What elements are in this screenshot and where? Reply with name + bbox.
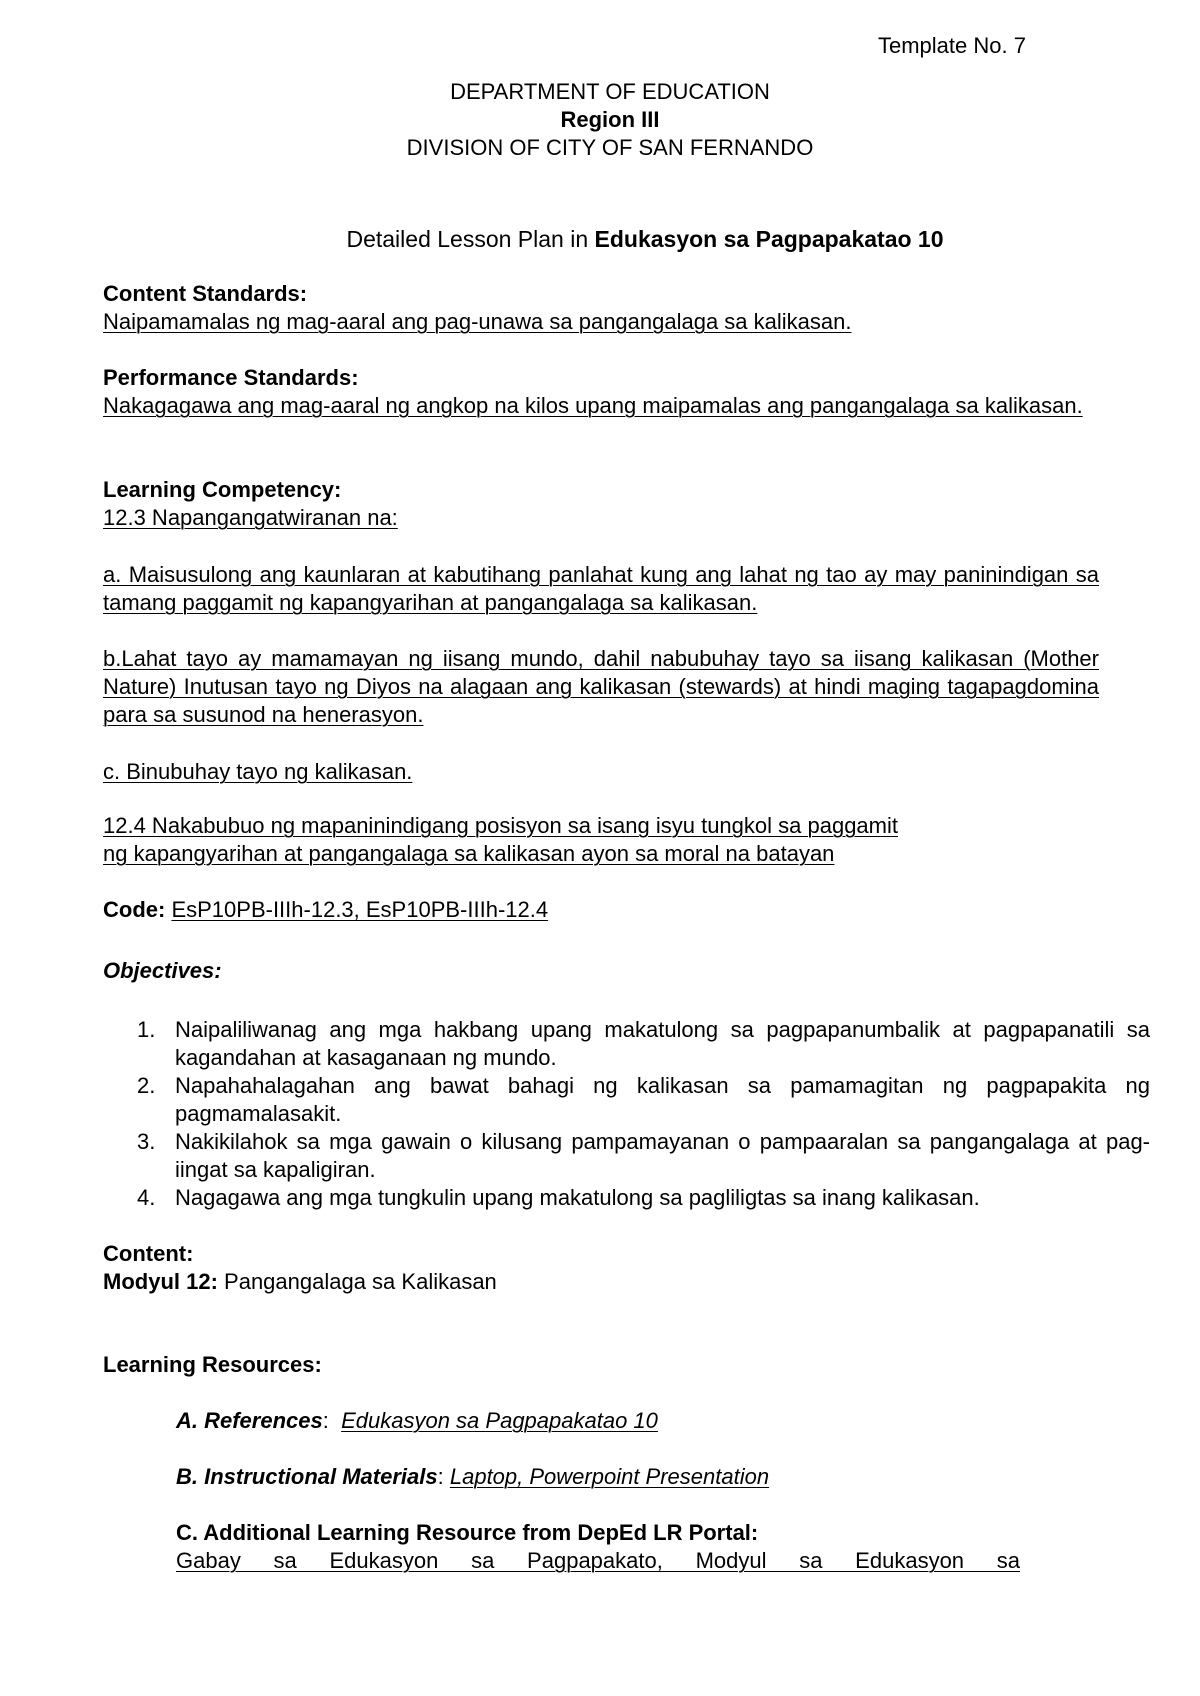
additional-label: C. Additional Learning Resource from DepEd LR Portal: — [176, 1520, 759, 1545]
performance-standards-label: Performance Standards: — [103, 365, 359, 390]
code-line — [103, 896, 1099, 924]
objective-item: 1. Naipaliliwanag ang mga hakbang upang makatulong sa pagpapanumbalik at pagpapanatili sa kagandahan at kasaganaan ng mundo. — [137, 1017, 1150, 1070]
objectives-list — [103, 1016, 1150, 1212]
module-label: Modyul 12: — [103, 1269, 218, 1294]
objectives-label: Objectives: — [103, 958, 222, 983]
competency-intro: 12.3 Napangangatwiranan na: — [103, 505, 398, 530]
objective-item: 3. Nakikilahok sa mga gawain o kilusang pampamayanan o pampaaralan sa pangangalaga at pag-iingat sa kapaligiran. — [137, 1129, 1150, 1182]
competency-item-c-text: c. Binubuhay tayo ng kalikasan. — [103, 759, 413, 784]
performance-standards-text: Nakagagawa ang mag-aaral ng angkop na kilos upang maipamalas ang pangangalaga sa kalikasan. — [103, 393, 1083, 418]
learning-competency-section — [103, 476, 1099, 532]
content-standards-text: Naipamamalas ng mag-aaral ang pag-unawa sa pangangalaga sa kalikasan. — [103, 309, 852, 334]
competency-item-b-text: b.Lahat tayo ay mamamayan ng iisang mundo, dahil nabubuhay tayo sa iisang kalikasan (Mother Nature) Inutusan tayo ng Diyos na alagaan ang kalikasan (stewards) at hindi maging tagapagdomina para sa susunod na henerasyon. — [103, 646, 1099, 727]
competency-item-a — [103, 561, 1099, 617]
performance-standards-section — [103, 364, 1099, 420]
references-line: A. References: Edukasyon sa Pagpapakatao 10 — [176, 1408, 658, 1433]
division-heading: DIVISION OF CITY OF SAN FERNANDO — [406, 135, 814, 160]
learning-competency-label: Learning Competency: — [103, 477, 342, 502]
competency-item-12-4 — [103, 812, 1099, 868]
content-standards-label: Content Standards: — [103, 281, 308, 306]
materials-label: B. Instructional Materials — [176, 1464, 438, 1489]
competency-item-c — [103, 758, 1099, 786]
code-label: Code: — [103, 897, 166, 922]
references-label: A. References — [176, 1408, 323, 1433]
region-heading: Region III — [560, 107, 660, 132]
learning-resources-label: Learning Resources: — [103, 1352, 322, 1377]
plan-title — [0, 225, 1200, 253]
content-section — [103, 1240, 1099, 1296]
objective-item: 4. Nagagawa ang mga tungkulin upang makatulong sa pagliligtas sa inang kalikasan. — [137, 1185, 980, 1210]
competency-item-a-text: a. Maisusulong ang kaunlaran at kabutihang panlahat kung ang lahat ng tao ay may paninindigan sa tamang paggamit ng kapangyarihan at pangangalaga sa kalikasan. — [103, 562, 1099, 615]
department-heading: DEPARTMENT OF EDUCATION — [450, 79, 770, 104]
module-title: Pangangalaga sa Kalikasan — [224, 1269, 497, 1294]
code-value: EsP10PB-IIIh-12.3, EsP10PB-IIIh-12.4 — [171, 897, 549, 922]
template-number: Template No. 7 — [878, 33, 1026, 58]
references-value: Edukasyon sa Pagpapakatao 10 — [341, 1408, 658, 1433]
plan-subject: Edukasyon sa Pagpapakatao 10 — [594, 226, 944, 252]
competency-item-12-4-line1: 12.4 Nakabubuo ng mapaninindigang posisyon sa isang isyu tungkol sa paggamit — [103, 813, 898, 838]
objective-item: 2. Napahahalagahan ang bawat bahagi ng kalikasan sa pamamagitan ng pagpapakita ng pagmamalasakit. — [137, 1073, 1150, 1126]
competency-item-12-4-line2: ng kapangyarihan at pangangalaga sa kalikasan ayon sa moral na batayan — [103, 841, 835, 866]
materials-line: B. Instructional Materials: Laptop, Powerpoint Presentation — [176, 1464, 770, 1489]
content-label: Content: — [103, 1241, 194, 1266]
content-standards-section — [103, 280, 1099, 336]
competency-item-b — [103, 645, 1099, 729]
additional-value: Gabay sa Edukasyon sa Pagpapakato, Modyul sa Edukasyon sa — [176, 1548, 1020, 1573]
additional-resources — [176, 1519, 1020, 1575]
plan-title-prefix: Detailed Lesson Plan in — [346, 226, 595, 252]
materials-value: Laptop, Powerpoint Presentation — [449, 1464, 770, 1489]
